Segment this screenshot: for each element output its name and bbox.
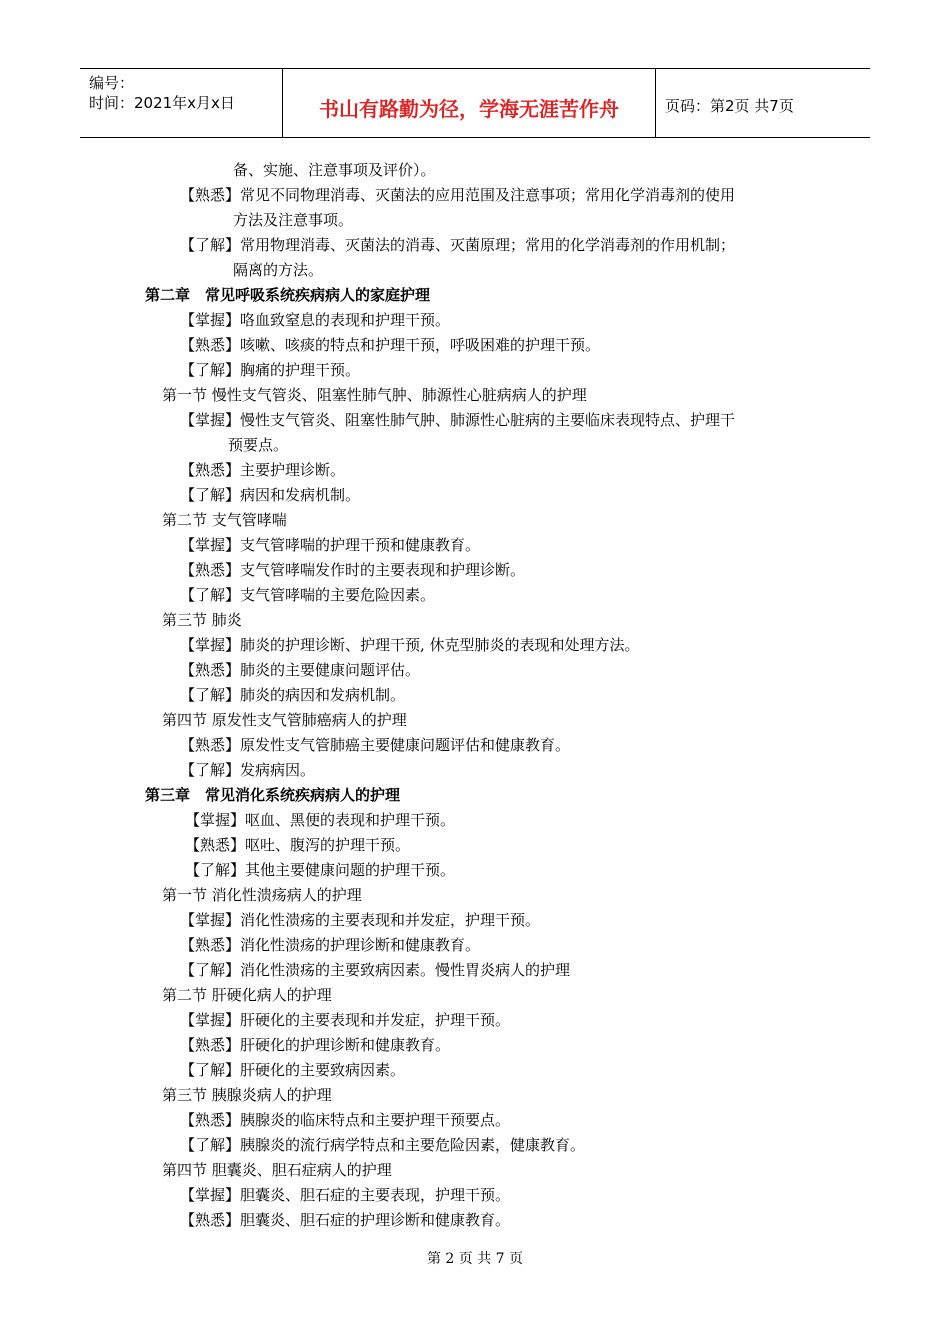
header-motto: 书山有路勤为径，学海无涯苦作舟 [319,97,619,121]
text-line: 【了解】常用物理消毒、灭菌法的消毒、灭菌原理；常用的化学消毒剂的作用机制； [180,236,736,254]
text-line: 【掌握】肝硬化的主要表现和并发症，护理干预。 [180,1011,511,1029]
text-line: 备、实施、注意事项及评价）。 [233,161,436,179]
document-date-label: 时间：2021年x月x日 [89,94,235,112]
text-line: 【熟悉】肺炎的主要健康问题评估。 [180,661,421,679]
text-line: 【了解】支气管哮喘的主要危险因素。 [180,586,436,604]
text-line: 【掌握】肺炎的护理诊断、护理干预, 休克型肺炎的表现和处理方法。 [180,636,640,654]
text-line: 【熟悉】支气管哮喘发作时的主要表现和护理诊断。 [180,561,526,579]
section-heading: 第一节 慢性支气管炎、阻塞性肺气肿、肺源性心脏病病人的护理 [162,386,587,404]
header-page-indicator: 页码：第2页 共7页 [665,97,794,115]
page-footer: 第 2 页 共 7 页 [426,1251,524,1267]
text-line: 【了解】胰腺炎的流行病学特点和主要危险因素，健康教育。 [180,1136,586,1154]
section-heading: 第三节 胰腺炎病人的护理 [162,1086,332,1104]
text-line: 【掌握】支气管哮喘的护理干预和健康教育。 [180,536,481,554]
text-line: 【掌握】咯血致窒息的表现和护理干预。 [180,311,451,329]
text-line: 【掌握】呕血、黑便的表现和护理干预。 [185,811,456,829]
text-line: 【熟悉】常见不同物理消毒、灭菌法的应用范围及注意事项；常用化学消毒剂的使用 [180,186,736,204]
page-header [80,68,870,138]
text-line: 【熟悉】呕吐、腹泻的护理干预。 [185,836,411,854]
text-line: 【了解】胸痛的护理干预。 [180,361,361,379]
document-number-label: 编号： [89,74,135,92]
text-line: 【了解】病因和发病机制。 [180,486,361,504]
text-line: 【熟悉】胰腺炎的临床特点和主要护理干预要点。 [180,1111,511,1129]
text-line: 【掌握】消化性溃疡的主要表现和并发症，护理干预。 [180,911,541,929]
text-line: 【了解】消化性溃疡的主要致病因素。慢性胃炎病人的护理 [180,961,571,979]
text-line: 【熟悉】胆囊炎、胆石症的护理诊断和健康教育。 [180,1211,511,1229]
header-right-cell [655,69,870,137]
text-line: 【熟悉】咳嗽、咳痰的特点和护理干预，呼吸困难的护理干预。 [180,336,601,354]
section-heading: 第一节 消化性溃疡病人的护理 [162,886,362,904]
section-heading: 第三节 肺炎 [162,611,242,629]
section-heading: 第二节 肝硬化病人的护理 [162,986,332,1004]
section-heading: 第四节 原发性支气管肺癌病人的护理 [162,711,407,729]
text-line: 【了解】肺炎的病因和发病机制。 [180,686,406,704]
header-left-cell [80,69,282,137]
text-line: 【掌握】胆囊炎、胆石症的主要表现，护理干预。 [180,1186,511,1204]
text-line: 【熟悉】消化性溃疡的护理诊断和健康教育。 [180,936,481,954]
text-line: 预要点。 [228,436,289,454]
text-line: 方法及注意事项。 [233,211,354,229]
text-line: 【了解】肝硬化的主要致病因素。 [180,1061,406,1079]
header-motto-cell [282,69,656,137]
text-line: 【了解】其他主要健康问题的护理干预。 [185,861,456,879]
section-heading: 第二节 支气管哮喘 [162,511,287,529]
text-line: 【熟悉】肝硬化的护理诊断和健康教育。 [180,1036,451,1054]
text-line: 隔离的方法。 [233,261,324,279]
section-heading: 第四节 胆囊炎、胆石症病人的护理 [162,1161,392,1179]
chapter-heading: 第三章 常见消化系统疾病病人的护理 [145,786,401,804]
text-line: 【熟悉】原发性支气管肺癌主要健康问题评估和健康教育。 [180,736,571,754]
text-line: 【熟悉】主要护理诊断。 [180,461,346,479]
chapter-heading: 第二章 常见呼吸系统疾病病人的家庭护理 [145,286,431,304]
text-line: 【了解】发病病因。 [180,761,316,779]
text-line: 【掌握】慢性支气管炎、阻塞性肺气肿、肺源性心脏病的主要临床表现特点、护理干 [180,411,736,429]
